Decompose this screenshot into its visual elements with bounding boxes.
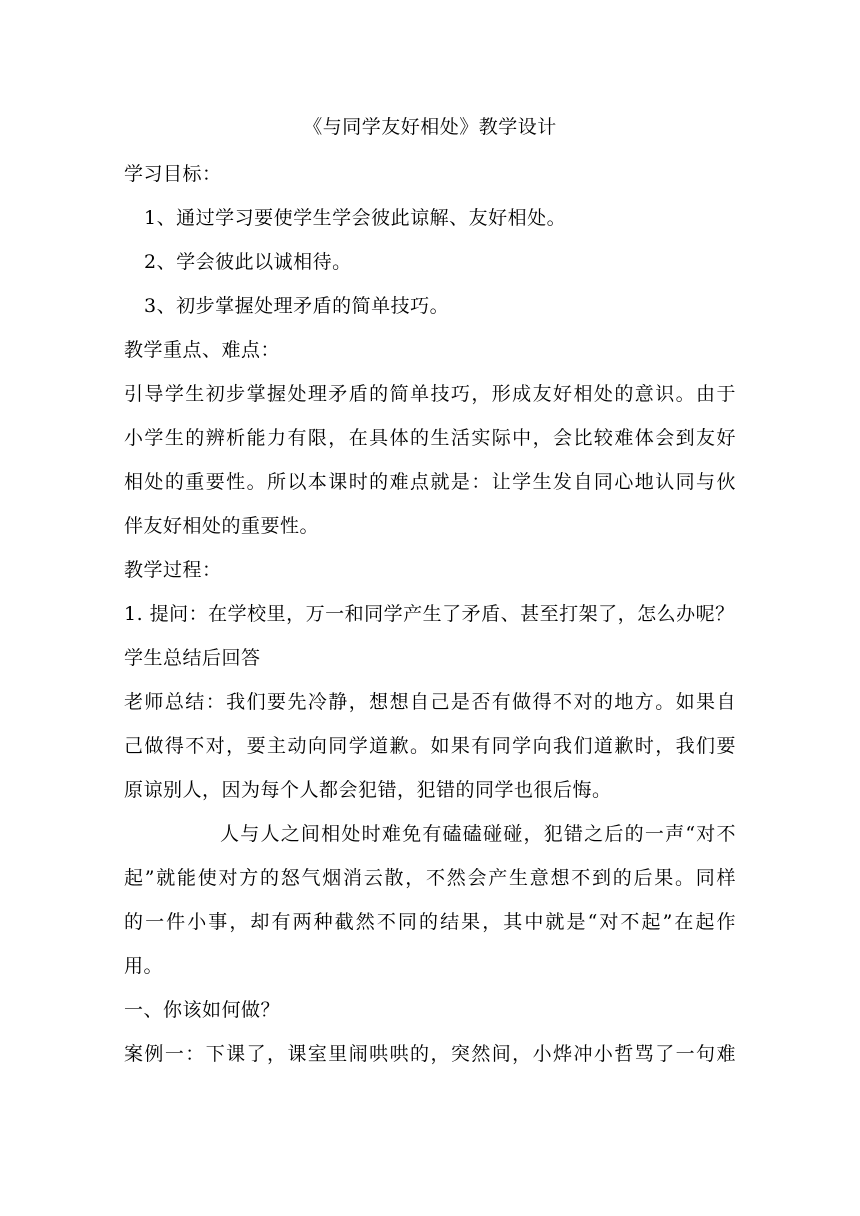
student-answer: 学生总结后回答 xyxy=(124,647,261,669)
teacher-summary-line: 己做得不对，要主动向同学道歉。如果有同学向我们道歉时，我们要 xyxy=(124,735,736,757)
case-one-line: 案例一：下课了，课室里闹哄哄的，突然间，小烨冲小哲骂了一句难 xyxy=(124,1043,736,1065)
process-question: 1. 提问：在学校里，万一和同学产生了矛盾、甚至打架了，怎么办呢？ xyxy=(124,603,735,625)
process-heading: 教学过程： xyxy=(124,559,222,581)
objective-item: 2、学会彼此以诚相待。 xyxy=(144,251,352,273)
paragraph-line: 人与人之间相处时难免有磕磕碰碰，犯错之后的一声“对不 xyxy=(220,823,736,845)
key-points-line: 引导学生初步掌握处理矛盾的简单技巧，形成友好相处的意识。由于 xyxy=(124,383,736,405)
paragraph-line: 用。 xyxy=(124,955,164,977)
objectives-heading: 学习目标： xyxy=(124,163,222,185)
objective-item: 1、通过学习要使学生学会彼此谅解、友好相处。 xyxy=(144,207,567,229)
paragraph-line: 的一件小事，却有两种截然不同的结果，其中就是“对不起”在起作 xyxy=(124,911,736,933)
paragraph-line: 起”就能使对方的怒气烟消云散，不然会产生意想不到的后果。同样 xyxy=(124,867,736,889)
teacher-summary-line: 原谅别人，因为每个人都会犯错，犯错的同学也很后悔。 xyxy=(124,779,612,801)
key-points-line: 伴友好相处的重要性。 xyxy=(124,515,320,537)
teacher-summary-line: 老师总结：我们要先冷静，想想自己是否有做得不对的地方。如果自 xyxy=(124,691,736,713)
document-title: 《与同学友好相处》教学设计 xyxy=(303,116,557,138)
objective-item: 3、初步掌握处理矛盾的简单技巧。 xyxy=(144,295,450,317)
document-body xyxy=(124,102,736,1076)
section-one-heading: 一、你该如何做？ xyxy=(124,999,281,1021)
key-points-line: 相处的重要性。所以本课时的难点就是：让学生发自同心地认同与伙 xyxy=(124,471,736,493)
key-points-heading: 教学重点、难点： xyxy=(124,339,281,361)
key-points-line: 小学生的辨析能力有限，在具体的生活实际中，会比较难体会到友好 xyxy=(124,427,736,449)
